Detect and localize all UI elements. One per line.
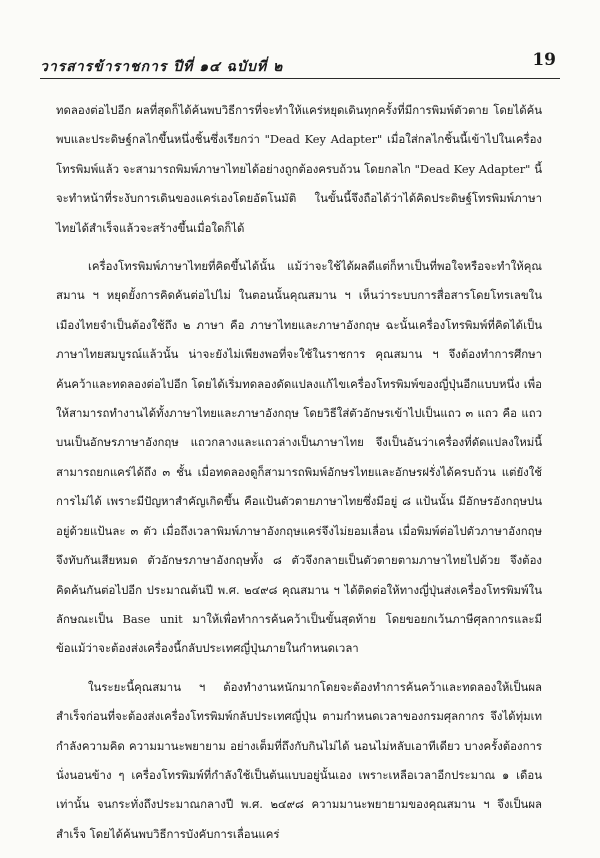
paragraph: ในระยะนี้คุณสมาน ฯ ต้องทำงานหนักมากโดยจะต้องทำการค้นคว้าและทดลองให้เป็นผลสำเร็จก่อนที่จะต้องส่งเครื่องโทรพิมพ์กลับประเทศญี่ปุ่น ตามกำหนดเวลาของกรมศุลกากร จึงได้ทุ่มเทกำลังความคิด ความมานะพยายาม อย่างเต็มที่ถึงกับกินไม่ได้ นอนไม่หลับเอาทีเดียว บางครั้งต้องการนั่งนอนข้าง ๆ เครื่องโทรพิมพ์ที่กำลังใช้เป็นต้นแบบอยู่นั้นเอง เพราะเหลือเวลาอีกประมาณ ๑ เดือนเท่านั้น จนกระทั่งถึงประมาณกลางปี พ.ศ. ๒๔๙๘ ความมานะพยายามของคุณสมาน ฯ จึงเป็นผลสำเร็จ โดยได้ค้นพบวิธีการบังคับการเลื่อนแคร่ (56, 679, 542, 841)
page-number: 19 (532, 50, 556, 70)
page-header (40, 50, 560, 78)
journal-title: วารสารข้าราชการ ปีที่ ๑๔ ฉบับที่ ๒ (40, 59, 284, 75)
article-body (56, 96, 542, 858)
header-divider (40, 78, 560, 79)
paragraph: เครื่องโทรพิมพ์ภาษาไทยที่คิดขึ้นได้นั้น แม้ว่าจะใช้ได้ผลดีแต่ก็หาเป็นที่พอใจหรือจะทำให้คุณสมาน ฯ หยุดยั้งการคิดค้นต่อไปไม่ ในตอนนั้นคุณสมาน ฯ เห็นว่าระบบการสื่อสารโดยโทรเลขในเมืองไทยจำเป็นต้องใช้ถึง ๒ ภาษา คือ ภาษาไทยและภาษาอังกฤษ ฉะนั้นเครื่องโทรพิมพ์ที่คิดได้เป็นภาษาไทยสมบูรณ์แล้วนั้น น่าจะยังไม่เพียงพอที่จะใช้ในราชการ คุณสมาน ฯ จึงต้องทำการศึกษาค้นคว้าและทดลองต่อไปอีก โดยได้เริ่มทดลองดัดแปลงแก้ไขเครื่องโทรพิมพ์ของญี่ปุ่นอีกแบบหนึ่ง เพื่อให้สามารถทำงานได้ทั้งภาษาไทยและภาษาอังกฤษ โดยวิธีใส่ตัวอักษรเข้าไปเป็นแถว ๓ แถว คือ แถวบนเป็นอักษรภาษาอังกฤษ แถวกลางและแถวล่างเป็นภาษาไทย จึงเป็นอันว่าเครื่องที่ดัดแปลงใหม่นี้สามารถยกแคร่ได้ถึง ๓ ชั้น เมื่อทดลองดูก็สามารถพิมพ์อักษรไทยและอักษรฝรั่งได้ครบถ้วน แต่ยังใช้การไม่ได้ เพราะมีปัญหาสำคัญเกิดขึ้น คือแป้นตัวตายภาษาไทยซึ่งมีอยู่ ๘ แป้นนั้น มีอักษรอังกฤษปนอยู่ด้วยแป้นละ ๓ ตัว เมื่อถึงเวลาพิมพ์ภาษาอังกฤษแคร่จึงไม่ยอมเลื่อน เมื่อพิมพ์ต่อไปตัวภาษาอังกฤษจึงทับกันเสียหมด ตัวอักษรภาษาอังกฤษทั้ง ๘ ตัวจึงกลายเป็นตัวตายตามภาษาไทยไปด้วย จึงต้องคิดค้นกันต่อไปอีก ประมาณต้นปี พ.ศ. ๒๔๙๘ คุณสมาน ฯ ได้ติดต่อให้ทางญี่ปุ่นส่งเครื่องโทรพิมพ์ในลักษณะเป็น Base unit มาให้เพื่อทำการค้นคว้าเป็นขั้นสุดท้าย โดยขอยกเว้นภาษีศุลกากรและมีข้อแม้ว่าจะต้องส่งเครื่องนี้กลับประเทศญี่ปุ่นภายในกำหนดเวลา (56, 259, 542, 656)
paragraph-continued: ทดลองต่อไปอีก ผลที่สุดก็ได้ค้นพบวิธีการที่จะทำให้แคร่หยุดเดินทุกครั้งที่มีการพิมพ์ตัวตาย โดยได้ค้นพบและประดิษฐ์กลไกขึ้นหนึ่งชิ้นซึ่งเรียกว่า "Dead Key Adapter" เมื่อใส่กลไกชิ้นนี้เข้าไปในเครื่องโทรพิมพ์แล้ว จะสามารถพิมพ์ภาษาไทยได้อย่างถูกต้องครบถ้วน โดยกลไก "Dead Key Adapter" นี้จะทำหน้าที่ระงับการเดินของแคร่เองโดยอัตโนมัติ ในขั้นนี้จึงถือได้ว่าได้คิดประดิษฐ์โทรพิมพ์ภาษาไทยได้สำเร็จแล้วจะสร้างขึ้นเมื่อใดก็ได้ (56, 103, 542, 235)
